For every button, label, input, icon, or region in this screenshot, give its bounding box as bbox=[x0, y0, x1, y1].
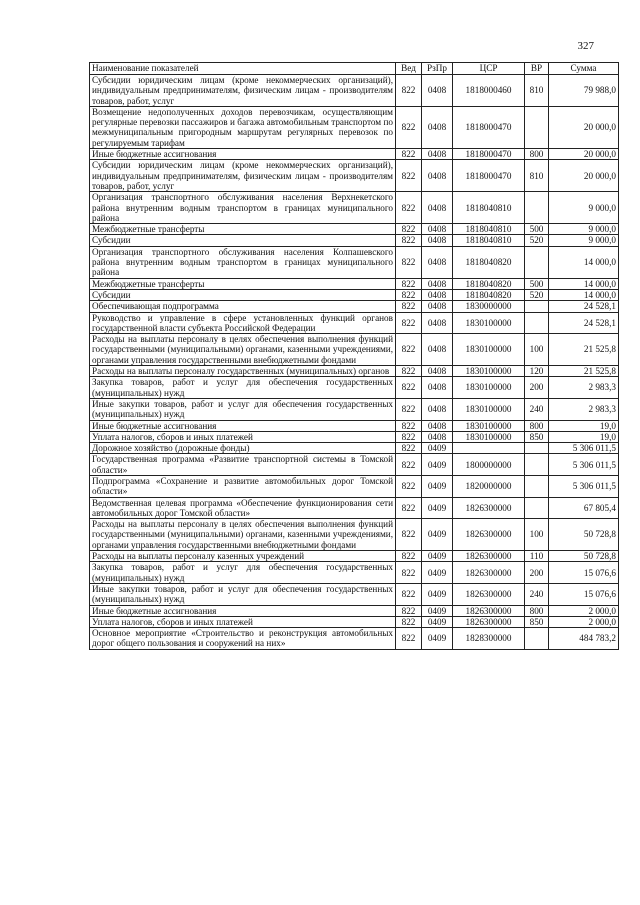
cell-vr: 520 bbox=[525, 289, 549, 300]
cell-csr: 1826300000 bbox=[453, 616, 525, 627]
cell-vr bbox=[525, 454, 549, 476]
cell-sum: 24 528,1 bbox=[549, 301, 619, 312]
cell-sum: 2 983,3 bbox=[549, 398, 619, 420]
cell-ved: 822 bbox=[396, 224, 422, 235]
cell-vr bbox=[525, 301, 549, 312]
cell-csr: 1830100000 bbox=[453, 312, 525, 334]
cell-vr: 520 bbox=[525, 235, 549, 246]
cell-name: Субсидии bbox=[90, 289, 396, 300]
cell-ved: 822 bbox=[396, 75, 422, 107]
cell-name: Закупка товаров, работ и услуг для обеспечения государственных (муниципальных) нужд bbox=[90, 377, 396, 399]
cell-vr: 200 bbox=[525, 562, 549, 584]
cell-name: Обеспечивающая подпрограмма bbox=[90, 301, 396, 312]
cell-name: Организация транспортного обслуживания населения Верхнекетского района внутренним водным транспортом в границах муниципального района bbox=[90, 192, 396, 224]
cell-rzpr: 0408 bbox=[422, 75, 453, 107]
cell-sum: 5 306 011,5 bbox=[549, 475, 619, 497]
cell-name: Иные бюджетные ассигнования bbox=[90, 420, 396, 431]
cell-ved: 822 bbox=[396, 192, 422, 224]
cell-csr: 1818000470 bbox=[453, 160, 525, 192]
cell-csr: 1830100000 bbox=[453, 431, 525, 442]
cell-rzpr: 0409 bbox=[422, 497, 453, 519]
header-row bbox=[90, 63, 619, 75]
cell-sum: 2 000,0 bbox=[549, 616, 619, 627]
cell-vr: 240 bbox=[525, 398, 549, 420]
cell-name: Расходы на выплаты персоналу казенных учреждений bbox=[90, 551, 396, 562]
table-row bbox=[90, 431, 619, 442]
cell-csr: 1826300000 bbox=[453, 551, 525, 562]
cell-name: Организация транспортного обслуживания населения Колпашевского района внутренним водным транспортом в границах муниципального района bbox=[90, 246, 396, 278]
table-row bbox=[90, 106, 619, 148]
cell-csr: 1830100000 bbox=[453, 420, 525, 431]
cell-sum: 79 988,0 bbox=[549, 75, 619, 107]
cell-rzpr: 0408 bbox=[422, 149, 453, 160]
cell-name: Расходы на выплаты персоналу в целях обеспечения выполнения функций государственными (муниципальными) органами, казенными учреждениями, органами управления государственными внебюджетными фондами bbox=[90, 519, 396, 551]
cell-sum: 50 728,8 bbox=[549, 519, 619, 551]
table-row bbox=[90, 398, 619, 420]
cell-ved: 822 bbox=[396, 235, 422, 246]
cell-rzpr: 0408 bbox=[422, 431, 453, 442]
cell-csr: 1826300000 bbox=[453, 562, 525, 584]
cell-sum: 14 000,0 bbox=[549, 278, 619, 289]
cell-csr: 1818000470 bbox=[453, 106, 525, 148]
table-row bbox=[90, 160, 619, 192]
table-row bbox=[90, 562, 619, 584]
cell-csr: 1826300000 bbox=[453, 519, 525, 551]
cell-rzpr: 0409 bbox=[422, 519, 453, 551]
cell-csr: 1818000470 bbox=[453, 149, 525, 160]
cell-name: Руководство и управление в сфере установленных функций органов государственной власти субъекта Российской Федерации bbox=[90, 312, 396, 334]
cell-rzpr: 0408 bbox=[422, 278, 453, 289]
cell-name: Иные бюджетные ассигнования bbox=[90, 149, 396, 160]
cell-vr bbox=[525, 106, 549, 148]
cell-sum: 9 000,0 bbox=[549, 235, 619, 246]
cell-rzpr: 0408 bbox=[422, 301, 453, 312]
table-row bbox=[90, 334, 619, 366]
cell-sum: 19,0 bbox=[549, 431, 619, 442]
cell-csr: 1830000000 bbox=[453, 301, 525, 312]
cell-csr: 1818040820 bbox=[453, 289, 525, 300]
cell-name: Иные бюджетные ассигнования bbox=[90, 605, 396, 616]
cell-name: Подпрограмма «Сохранение и развитие автомобильных дорог Томской области» bbox=[90, 475, 396, 497]
table-row bbox=[90, 278, 619, 289]
cell-vr: 810 bbox=[525, 75, 549, 107]
cell-vr: 850 bbox=[525, 431, 549, 442]
cell-csr: 1818040820 bbox=[453, 278, 525, 289]
page-number: 327 bbox=[577, 40, 594, 52]
cell-ved: 822 bbox=[396, 398, 422, 420]
cell-name: Субсидии юридическим лицам (кроме некоммерческих организаций), индивидуальным предпринимателям, физическим лицам - производителям товаров, работ, услуг bbox=[90, 75, 396, 107]
cell-sum: 2 983,3 bbox=[549, 377, 619, 399]
cell-rzpr: 0408 bbox=[422, 312, 453, 334]
cell-vr: 110 bbox=[525, 551, 549, 562]
header-vr: ВР bbox=[525, 63, 549, 75]
cell-rzpr: 0409 bbox=[422, 583, 453, 605]
cell-vr: 500 bbox=[525, 278, 549, 289]
header-rzpr: РзПр bbox=[422, 63, 453, 75]
cell-ved: 822 bbox=[396, 583, 422, 605]
cell-vr bbox=[525, 312, 549, 334]
cell-ved: 822 bbox=[396, 605, 422, 616]
cell-vr: 810 bbox=[525, 160, 549, 192]
cell-vr bbox=[525, 192, 549, 224]
table-row bbox=[90, 605, 619, 616]
cell-sum: 21 525,8 bbox=[549, 334, 619, 366]
cell-sum: 20 000,0 bbox=[549, 106, 619, 148]
cell-vr bbox=[525, 443, 549, 454]
cell-csr: 1818000460 bbox=[453, 75, 525, 107]
cell-rzpr: 0408 bbox=[422, 224, 453, 235]
table-row bbox=[90, 75, 619, 107]
table-row bbox=[90, 149, 619, 160]
cell-ved: 822 bbox=[396, 160, 422, 192]
cell-csr: 1826300000 bbox=[453, 605, 525, 616]
table-row bbox=[90, 224, 619, 235]
cell-ved: 822 bbox=[396, 519, 422, 551]
cell-csr: 1826300000 bbox=[453, 497, 525, 519]
table-row bbox=[90, 366, 619, 377]
cell-name: Иные закупки товаров, работ и услуг для обеспечения государственных (муниципальных) нужд bbox=[90, 583, 396, 605]
cell-rzpr: 0408 bbox=[422, 366, 453, 377]
cell-name: Уплата налогов, сборов и иных платежей bbox=[90, 616, 396, 627]
cell-csr: 1818040810 bbox=[453, 224, 525, 235]
cell-ved: 822 bbox=[396, 334, 422, 366]
cell-sum: 20 000,0 bbox=[549, 149, 619, 160]
table-row bbox=[90, 454, 619, 476]
table-row bbox=[90, 246, 619, 278]
cell-rzpr: 0409 bbox=[422, 605, 453, 616]
cell-vr: 800 bbox=[525, 605, 549, 616]
cell-vr: 200 bbox=[525, 377, 549, 399]
cell-name: Расходы на выплаты персоналу государственных (муниципальных) органов bbox=[90, 366, 396, 377]
table-header bbox=[90, 63, 619, 75]
cell-vr bbox=[525, 246, 549, 278]
cell-name: Межбюджетные трансферты bbox=[90, 224, 396, 235]
cell-rzpr: 0408 bbox=[422, 246, 453, 278]
cell-sum: 14 000,0 bbox=[549, 289, 619, 300]
table-row bbox=[90, 551, 619, 562]
table-row bbox=[90, 497, 619, 519]
cell-ved: 822 bbox=[396, 106, 422, 148]
cell-rzpr: 0409 bbox=[422, 562, 453, 584]
cell-sum: 14 000,0 bbox=[549, 246, 619, 278]
cell-sum: 50 728,8 bbox=[549, 551, 619, 562]
cell-ved: 822 bbox=[396, 562, 422, 584]
cell-csr: 1800000000 bbox=[453, 454, 525, 476]
cell-sum: 2 000,0 bbox=[549, 605, 619, 616]
table-row bbox=[90, 312, 619, 334]
cell-ved: 822 bbox=[396, 278, 422, 289]
cell-rzpr: 0408 bbox=[422, 420, 453, 431]
cell-sum: 24 528,1 bbox=[549, 312, 619, 334]
cell-rzpr: 0409 bbox=[422, 454, 453, 476]
cell-ved: 822 bbox=[396, 475, 422, 497]
cell-name: Возмещение недополученных доходов перевозчикам, осуществляющим регулярные перевозки пассажиров и багажа автомобильным транспортом по межмуниципальным пригородным маршрутам регулярных перевозок по регулируемым тарифам bbox=[90, 106, 396, 148]
cell-csr bbox=[453, 443, 525, 454]
cell-name: Основное мероприятие «Строительство и реконструкция автомобильных дорог общего пользования и сооружений на них» bbox=[90, 628, 396, 650]
cell-vr: 120 bbox=[525, 366, 549, 377]
cell-sum: 20 000,0 bbox=[549, 160, 619, 192]
cell-ved: 822 bbox=[396, 616, 422, 627]
cell-ved: 822 bbox=[396, 431, 422, 442]
budget-table bbox=[89, 62, 619, 650]
table-row bbox=[90, 583, 619, 605]
cell-sum: 19,0 bbox=[549, 420, 619, 431]
cell-ved: 822 bbox=[396, 366, 422, 377]
cell-rzpr: 0408 bbox=[422, 398, 453, 420]
cell-csr: 1818040820 bbox=[453, 246, 525, 278]
cell-csr: 1830100000 bbox=[453, 366, 525, 377]
cell-sum: 21 525,8 bbox=[549, 366, 619, 377]
table-row bbox=[90, 475, 619, 497]
header-ved: Вед bbox=[396, 63, 422, 75]
table-row bbox=[90, 628, 619, 650]
cell-vr bbox=[525, 628, 549, 650]
cell-vr: 240 bbox=[525, 583, 549, 605]
cell-vr: 100 bbox=[525, 334, 549, 366]
table-row bbox=[90, 192, 619, 224]
cell-ved: 822 bbox=[396, 246, 422, 278]
cell-name: Расходы на выплаты персоналу в целях обеспечения выполнения функций государственными (муниципальными) органами, казенными учреждениями, органами управления государственными внебюджетными фондами bbox=[90, 334, 396, 366]
table-row bbox=[90, 235, 619, 246]
cell-csr: 1830100000 bbox=[453, 377, 525, 399]
cell-ved: 822 bbox=[396, 420, 422, 431]
cell-ved: 822 bbox=[396, 497, 422, 519]
table-row bbox=[90, 289, 619, 300]
cell-ved: 822 bbox=[396, 301, 422, 312]
cell-ved: 822 bbox=[396, 377, 422, 399]
cell-rzpr: 0408 bbox=[422, 334, 453, 366]
cell-rzpr: 0408 bbox=[422, 235, 453, 246]
cell-name: Государственная программа «Развитие транспортной системы в Томской области» bbox=[90, 454, 396, 476]
cell-vr: 800 bbox=[525, 149, 549, 160]
cell-name: Ведомственная целевая программа «Обеспечение функционирования сети автомобильных дорог Томской области» bbox=[90, 497, 396, 519]
cell-sum: 15 076,6 bbox=[549, 562, 619, 584]
cell-csr: 1818040810 bbox=[453, 192, 525, 224]
cell-sum: 5 306 011,5 bbox=[549, 454, 619, 476]
cell-sum: 15 076,6 bbox=[549, 583, 619, 605]
cell-ved: 822 bbox=[396, 312, 422, 334]
header-csr: ЦСР bbox=[453, 63, 525, 75]
cell-sum: 5 306 011,5 bbox=[549, 443, 619, 454]
cell-rzpr: 0409 bbox=[422, 616, 453, 627]
cell-ved: 822 bbox=[396, 443, 422, 454]
table-row bbox=[90, 377, 619, 399]
table-row bbox=[90, 519, 619, 551]
cell-csr: 1830100000 bbox=[453, 334, 525, 366]
cell-name: Межбюджетные трансферты bbox=[90, 278, 396, 289]
cell-sum: 484 783,2 bbox=[549, 628, 619, 650]
cell-name: Уплата налогов, сборов и иных платежей bbox=[90, 431, 396, 442]
cell-csr: 1826300000 bbox=[453, 583, 525, 605]
cell-vr: 800 bbox=[525, 420, 549, 431]
cell-vr: 500 bbox=[525, 224, 549, 235]
cell-ved: 822 bbox=[396, 289, 422, 300]
cell-name: Дорожное хозяйство (дорожные фонды) bbox=[90, 443, 396, 454]
cell-rzpr: 0408 bbox=[422, 377, 453, 399]
cell-csr: 1818040810 bbox=[453, 235, 525, 246]
cell-sum: 9 000,0 bbox=[549, 192, 619, 224]
cell-vr bbox=[525, 497, 549, 519]
cell-vr bbox=[525, 475, 549, 497]
cell-vr: 850 bbox=[525, 616, 549, 627]
header-sum: Сумма bbox=[549, 63, 619, 75]
table-row bbox=[90, 443, 619, 454]
cell-vr: 100 bbox=[525, 519, 549, 551]
cell-ved: 822 bbox=[396, 149, 422, 160]
cell-ved: 822 bbox=[396, 551, 422, 562]
cell-sum: 9 000,0 bbox=[549, 224, 619, 235]
cell-name: Иные закупки товаров, работ и услуг для обеспечения государственных (муниципальных) нужд bbox=[90, 398, 396, 420]
cell-rzpr: 0408 bbox=[422, 106, 453, 148]
cell-rzpr: 0409 bbox=[422, 443, 453, 454]
cell-ved: 822 bbox=[396, 454, 422, 476]
table-row bbox=[90, 420, 619, 431]
cell-ved: 822 bbox=[396, 628, 422, 650]
cell-rzpr: 0408 bbox=[422, 160, 453, 192]
cell-rzpr: 0409 bbox=[422, 628, 453, 650]
cell-name: Субсидии bbox=[90, 235, 396, 246]
cell-rzpr: 0408 bbox=[422, 289, 453, 300]
cell-csr: 1828300000 bbox=[453, 628, 525, 650]
cell-rzpr: 0409 bbox=[422, 551, 453, 562]
header-name: Наименование показателей bbox=[90, 63, 396, 75]
table-row bbox=[90, 616, 619, 627]
cell-rzpr: 0409 bbox=[422, 475, 453, 497]
cell-sum: 67 805,4 bbox=[549, 497, 619, 519]
cell-rzpr: 0408 bbox=[422, 192, 453, 224]
cell-csr: 1830100000 bbox=[453, 398, 525, 420]
cell-name: Субсидии юридическим лицам (кроме некоммерческих организаций), индивидуальным предпринимателям, физическим лицам - производителям товаров, работ, услуг bbox=[90, 160, 396, 192]
cell-name: Закупка товаров, работ и услуг для обеспечения государственных (муниципальных) нужд bbox=[90, 562, 396, 584]
cell-csr: 1820000000 bbox=[453, 475, 525, 497]
table-row bbox=[90, 301, 619, 312]
table-body bbox=[90, 75, 619, 650]
